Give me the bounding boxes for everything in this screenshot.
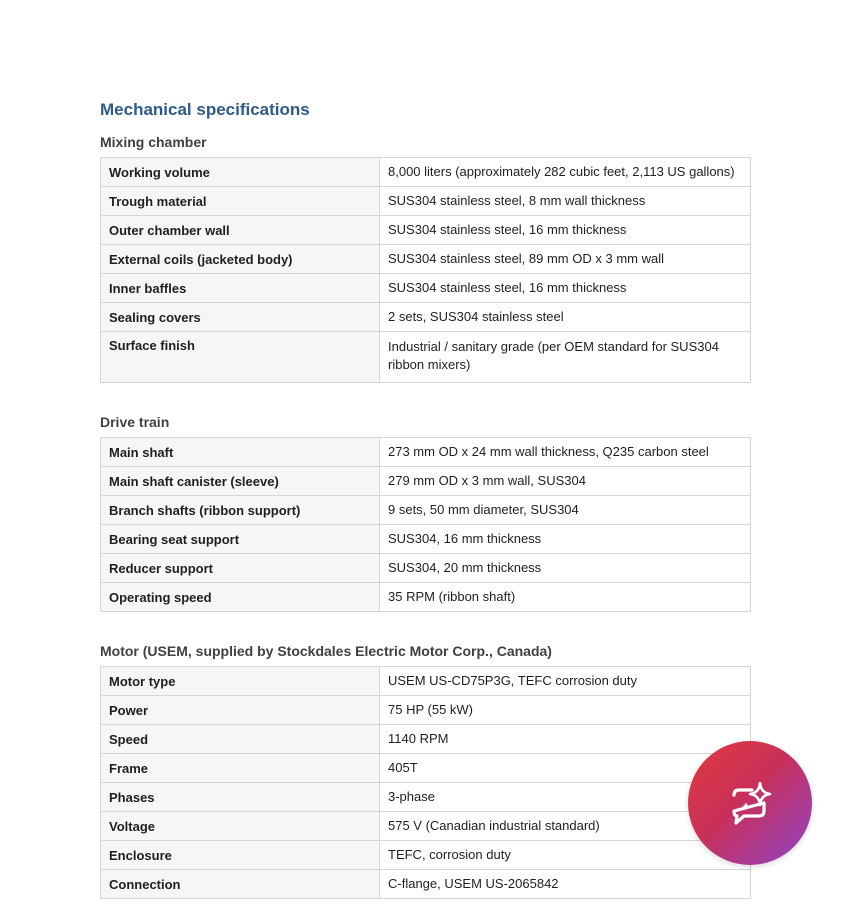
section-mixing-chamber — [100, 127, 751, 383]
section-heading: Mixing chamber — [100, 134, 207, 150]
table-row — [101, 245, 751, 274]
table-row — [101, 496, 751, 525]
spec-label: Motor type — [101, 667, 380, 696]
table-row — [101, 158, 751, 187]
spec-label: Sealing covers — [101, 303, 380, 332]
table-row — [101, 783, 751, 812]
spec-value: SUS304 stainless steel, 89 mm OD x 3 mm wall — [380, 245, 751, 274]
table-row — [101, 812, 751, 841]
spec-table-mixing-chamber — [100, 157, 751, 383]
table-row — [101, 554, 751, 583]
spec-value: 1140 RPM — [380, 725, 751, 754]
spec-label: Power — [101, 696, 380, 725]
spec-label: Inner baffles — [101, 274, 380, 303]
table-row — [101, 583, 751, 612]
spec-value: Industrial / sanitary grade (per OEM standard for SUS304 ribbon mixers) — [380, 332, 751, 383]
spec-value: 279 mm OD x 3 mm wall, SUS304 — [380, 467, 751, 496]
spec-value: TEFC, corrosion duty — [380, 841, 751, 870]
spec-label: Connection — [101, 870, 380, 899]
ai-chat-sparkle-icon — [722, 775, 778, 831]
ai-assistant-button[interactable] — [688, 741, 812, 865]
table-row — [101, 216, 751, 245]
table-row — [101, 332, 751, 383]
spec-label: Main shaft — [101, 438, 380, 467]
table-row — [101, 696, 751, 725]
table-row — [101, 525, 751, 554]
section-heading: Motor (USEM, supplied by Stockdales Electric Motor Corp., Canada) — [100, 643, 552, 659]
spec-label: Surface finish — [101, 332, 380, 383]
table-row — [101, 274, 751, 303]
page-title: Mechanical specifications — [100, 100, 310, 119]
table-row — [101, 667, 751, 696]
spec-value: 8,000 liters (approximately 282 cubic feet, 2,113 US gallons) — [380, 158, 751, 187]
spec-value: USEM US-CD75P3G, TEFC corrosion duty — [380, 667, 751, 696]
spec-label: Voltage — [101, 812, 380, 841]
spec-label: Outer chamber wall — [101, 216, 380, 245]
spec-value: SUS304, 20 mm thickness — [380, 554, 751, 583]
spec-value: 9 sets, 50 mm diameter, SUS304 — [380, 496, 751, 525]
table-row — [101, 438, 751, 467]
spec-label: Phases — [101, 783, 380, 812]
section-drive-train — [100, 407, 751, 612]
spec-value: SUS304 stainless steel, 8 mm wall thickness — [380, 187, 751, 216]
spec-table-motor — [100, 666, 751, 899]
table-row — [101, 467, 751, 496]
spec-value: 35 RPM (ribbon shaft) — [380, 583, 751, 612]
section-spacer — [100, 612, 751, 636]
document-content — [100, 98, 751, 899]
table-row — [101, 303, 751, 332]
section-spacer — [100, 383, 751, 407]
table-row — [101, 870, 751, 899]
spec-value: 75 HP (55 kW) — [380, 696, 751, 725]
spec-label: Bearing seat support — [101, 525, 380, 554]
spec-value: SUS304, 16 mm thickness — [380, 525, 751, 554]
spec-label: Frame — [101, 754, 380, 783]
spec-value: 273 mm OD x 24 mm wall thickness, Q235 carbon steel — [380, 438, 751, 467]
spec-label: Operating speed — [101, 583, 380, 612]
spec-label: Speed — [101, 725, 380, 754]
spec-value: 3-phase — [380, 783, 751, 812]
spec-value: 2 sets, SUS304 stainless steel — [380, 303, 751, 332]
spec-label: Reducer support — [101, 554, 380, 583]
spec-table-drive-train — [100, 437, 751, 612]
section-motor — [100, 636, 751, 899]
spec-label: Branch shafts (ribbon support) — [101, 496, 380, 525]
table-row — [101, 187, 751, 216]
spec-label: Working volume — [101, 158, 380, 187]
table-row — [101, 841, 751, 870]
spec-label: External coils (jacketed body) — [101, 245, 380, 274]
table-row — [101, 754, 751, 783]
table-row — [101, 725, 751, 754]
spec-value: SUS304 stainless steel, 16 mm thickness — [380, 274, 751, 303]
spec-label: Main shaft canister (sleeve) — [101, 467, 380, 496]
spec-value: 575 V (Canadian industrial standard) — [380, 812, 751, 841]
section-heading: Drive train — [100, 414, 170, 430]
spec-value: SUS304 stainless steel, 16 mm thickness — [380, 216, 751, 245]
spec-value: 405T — [380, 754, 751, 783]
spec-value: C-flange, USEM US-2065842 — [380, 870, 751, 899]
spec-label: Trough material — [101, 187, 380, 216]
spec-label: Enclosure — [101, 841, 380, 870]
